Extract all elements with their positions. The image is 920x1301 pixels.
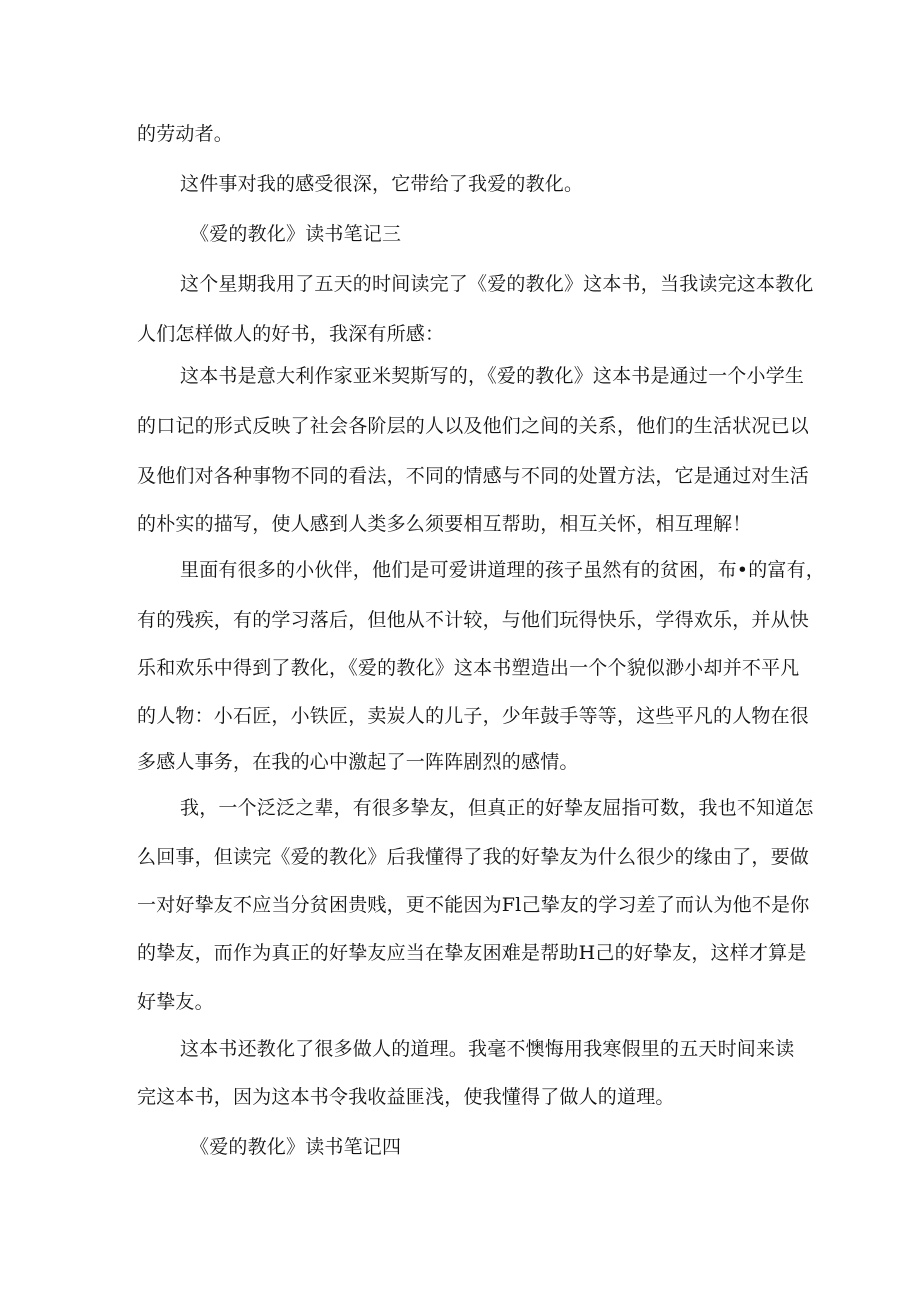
text-line: 这件事对我的感受很深，它带给了我爱的教化。 xyxy=(180,173,584,195)
text-line: 的挚友，而作为真正的好挚友应当在挚友困难是帮助H己的好挚友，这样才算是 xyxy=(137,942,807,964)
text-line: 么回事，但读完《爱的教化》后我懂得了我的好挚友为什么很少的缘由了，要做 xyxy=(137,846,810,868)
text-line: 这个星期我用了五天的时间读完了《爱的教化》这本书，当我读完这本教化 xyxy=(180,273,814,295)
section-heading: 《爱的教化》读书笔记四 xyxy=(190,1136,402,1158)
text-line: 有的残疾，有的学习落后，但他从不计较，与他们玩得快乐，学得欢乐，并从快 xyxy=(137,609,810,631)
text-line: 里面有很多的小伙伴，他们是可爱讲道理的孩子虽然有的贫困，布•的富有， xyxy=(180,559,826,581)
text-line: 的劳动者。 xyxy=(137,123,234,145)
text-line: 乐和欢乐中得到了教化，《爱的教化》这本书塑造出一个个貌似渺小却并不平凡 xyxy=(137,657,800,679)
text-line: 好挚友。 xyxy=(137,991,214,1013)
text-line: 一对好挚友不应当分贫困贵贱，更不能因为Fl己挚友的学习差了而认为他不是你 xyxy=(137,894,810,916)
text-line: 的口记的形式反映了社会各阶层的人以及他们之间的关系，他们的生活状况已以 xyxy=(137,415,810,437)
text-line: 我，一个泛泛之辈，有很多挚友，但真正的好挚友屈指可数，我也不知道怎 xyxy=(180,797,814,819)
section-heading: 《爱的教化》读书笔记三 xyxy=(190,223,402,245)
text-line: 这本书还教化了很多做人的道理。我毫不懊悔用我寒假里的五天时间来读 xyxy=(180,1038,795,1060)
text-line: 完这本书，因为这本书令我收益匪浅，使我懂得了做人的道理。 xyxy=(137,1086,675,1108)
text-line: 的人物：小石匠，小铁匠，卖炭人的儿子，少年鼓手等等，这些平凡的人物在很 xyxy=(137,705,810,727)
text-line: 的朴实的描写，使人感到人类多么须要相互帮助，相互关怀，相互理解！ xyxy=(137,513,752,535)
text-line: 人们怎样做人的好书，我深有所感： xyxy=(137,323,445,345)
text-line: 及他们对各种事物不同的看法，不同的情感与不同的处置方法，它是通过对生活 xyxy=(137,465,810,487)
text-line: 多感人事务，在我的心中激起了一阵阵剧烈的感情。 xyxy=(137,751,579,773)
text-line: 这本书是意大利作家亚米契斯写的，《爱的教化》这本书是通过一个小学生 xyxy=(180,365,805,387)
